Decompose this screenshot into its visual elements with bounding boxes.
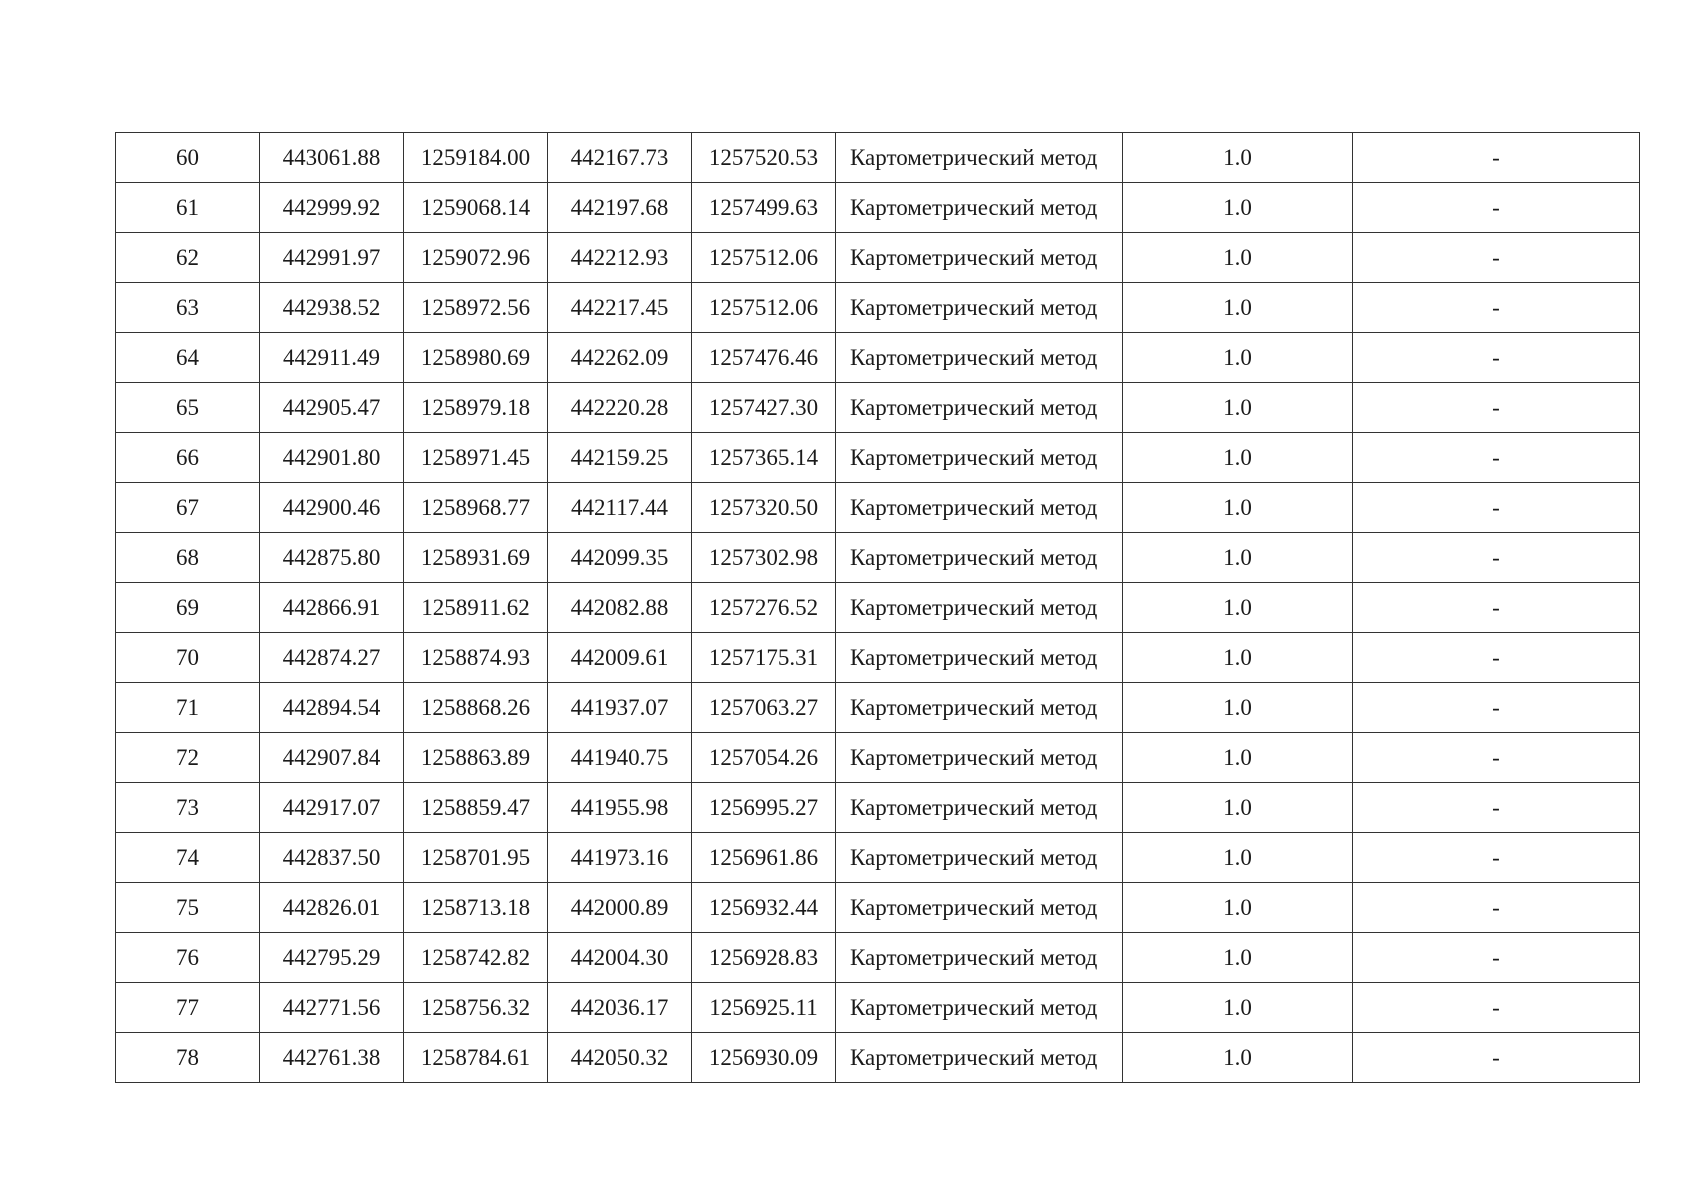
point-number-cell: 76 xyxy=(116,933,260,983)
accuracy-cell: 1.0 xyxy=(1123,383,1353,433)
y-coordinate-cell: 1258911.62 xyxy=(404,583,548,633)
accuracy-cell: 1.0 xyxy=(1123,433,1353,483)
point-number-cell: 60 xyxy=(116,133,260,183)
note-cell: - xyxy=(1353,533,1640,583)
y-coordinate-alt-cell: 1257499.63 xyxy=(692,183,836,233)
point-number-cell: 72 xyxy=(116,733,260,783)
note-cell: - xyxy=(1353,583,1640,633)
note-cell: - xyxy=(1353,483,1640,533)
y-coordinate-alt-cell: 1257365.14 xyxy=(692,433,836,483)
note-cell: - xyxy=(1353,833,1640,883)
x-coordinate-cell: 442999.92 xyxy=(260,183,404,233)
x-coordinate-alt-cell: 442167.73 xyxy=(548,133,692,183)
note-cell: - xyxy=(1353,883,1640,933)
accuracy-cell: 1.0 xyxy=(1123,133,1353,183)
note-cell: - xyxy=(1353,383,1640,433)
y-coordinate-alt-cell: 1256925.11 xyxy=(692,983,836,1033)
y-coordinate-alt-cell: 1257175.31 xyxy=(692,633,836,683)
point-number-cell: 73 xyxy=(116,783,260,833)
x-coordinate-cell: 443061.88 xyxy=(260,133,404,183)
method-cell: Картометрический метод xyxy=(836,883,1123,933)
x-coordinate-alt-cell: 442262.09 xyxy=(548,333,692,383)
y-coordinate-cell: 1258971.45 xyxy=(404,433,548,483)
table-row xyxy=(116,233,1640,283)
method-cell: Картометрический метод xyxy=(836,683,1123,733)
x-coordinate-alt-cell: 442004.30 xyxy=(548,933,692,983)
x-coordinate-alt-cell: 441940.75 xyxy=(548,733,692,783)
method-cell: Картометрический метод xyxy=(836,833,1123,883)
table-row xyxy=(116,733,1640,783)
y-coordinate-cell: 1258784.61 xyxy=(404,1033,548,1083)
table-row xyxy=(116,933,1640,983)
accuracy-cell: 1.0 xyxy=(1123,733,1353,783)
note-cell: - xyxy=(1353,683,1640,733)
table-row xyxy=(116,333,1640,383)
y-coordinate-alt-cell: 1256932.44 xyxy=(692,883,836,933)
table-row xyxy=(116,433,1640,483)
note-cell: - xyxy=(1353,133,1640,183)
accuracy-cell: 1.0 xyxy=(1123,783,1353,833)
method-cell: Картометрический метод xyxy=(836,233,1123,283)
table-row xyxy=(116,533,1640,583)
note-cell: - xyxy=(1353,233,1640,283)
x-coordinate-alt-cell: 441973.16 xyxy=(548,833,692,883)
accuracy-cell: 1.0 xyxy=(1123,683,1353,733)
accuracy-cell: 1.0 xyxy=(1123,883,1353,933)
x-coordinate-cell: 442761.38 xyxy=(260,1033,404,1083)
x-coordinate-alt-cell: 442212.93 xyxy=(548,233,692,283)
accuracy-cell: 1.0 xyxy=(1123,333,1353,383)
y-coordinate-alt-cell: 1257054.26 xyxy=(692,733,836,783)
method-cell: Картометрический метод xyxy=(836,133,1123,183)
x-coordinate-cell: 442837.50 xyxy=(260,833,404,883)
y-coordinate-alt-cell: 1256930.09 xyxy=(692,1033,836,1083)
point-number-cell: 62 xyxy=(116,233,260,283)
point-number-cell: 63 xyxy=(116,283,260,333)
y-coordinate-alt-cell: 1257512.06 xyxy=(692,233,836,283)
x-coordinate-cell: 442905.47 xyxy=(260,383,404,433)
method-cell: Картометрический метод xyxy=(836,1033,1123,1083)
x-coordinate-cell: 442874.27 xyxy=(260,633,404,683)
y-coordinate-alt-cell: 1257063.27 xyxy=(692,683,836,733)
point-number-cell: 66 xyxy=(116,433,260,483)
method-cell: Картометрический метод xyxy=(836,383,1123,433)
accuracy-cell: 1.0 xyxy=(1123,983,1353,1033)
y-coordinate-alt-cell: 1256961.86 xyxy=(692,833,836,883)
table-row xyxy=(116,183,1640,233)
y-coordinate-cell: 1258742.82 xyxy=(404,933,548,983)
x-coordinate-cell: 442911.49 xyxy=(260,333,404,383)
y-coordinate-alt-cell: 1257276.52 xyxy=(692,583,836,633)
note-cell: - xyxy=(1353,1033,1640,1083)
method-cell: Картометрический метод xyxy=(836,733,1123,783)
note-cell: - xyxy=(1353,733,1640,783)
note-cell: - xyxy=(1353,783,1640,833)
table-row xyxy=(116,583,1640,633)
accuracy-cell: 1.0 xyxy=(1123,583,1353,633)
point-number-cell: 69 xyxy=(116,583,260,633)
method-cell: Картометрический метод xyxy=(836,183,1123,233)
table-row xyxy=(116,483,1640,533)
x-coordinate-alt-cell: 442217.45 xyxy=(548,283,692,333)
x-coordinate-alt-cell: 442220.28 xyxy=(548,383,692,433)
x-coordinate-cell: 442894.54 xyxy=(260,683,404,733)
point-number-cell: 71 xyxy=(116,683,260,733)
accuracy-cell: 1.0 xyxy=(1123,483,1353,533)
accuracy-cell: 1.0 xyxy=(1123,933,1353,983)
y-coordinate-cell: 1258701.95 xyxy=(404,833,548,883)
point-number-cell: 74 xyxy=(116,833,260,883)
x-coordinate-alt-cell: 442036.17 xyxy=(548,983,692,1033)
point-number-cell: 78 xyxy=(116,1033,260,1083)
point-number-cell: 77 xyxy=(116,983,260,1033)
accuracy-cell: 1.0 xyxy=(1123,183,1353,233)
y-coordinate-cell: 1258931.69 xyxy=(404,533,548,583)
x-coordinate-cell: 442826.01 xyxy=(260,883,404,933)
note-cell: - xyxy=(1353,633,1640,683)
accuracy-cell: 1.0 xyxy=(1123,833,1353,883)
x-coordinate-cell: 442938.52 xyxy=(260,283,404,333)
x-coordinate-cell: 442907.84 xyxy=(260,733,404,783)
y-coordinate-cell: 1258979.18 xyxy=(404,383,548,433)
x-coordinate-alt-cell: 442099.35 xyxy=(548,533,692,583)
x-coordinate-alt-cell: 442000.89 xyxy=(548,883,692,933)
y-coordinate-cell: 1258859.47 xyxy=(404,783,548,833)
method-cell: Картометрический метод xyxy=(836,333,1123,383)
x-coordinate-alt-cell: 441937.07 xyxy=(548,683,692,733)
y-coordinate-alt-cell: 1257320.50 xyxy=(692,483,836,533)
note-cell: - xyxy=(1353,283,1640,333)
y-coordinate-alt-cell: 1256995.27 xyxy=(692,783,836,833)
note-cell: - xyxy=(1353,933,1640,983)
y-coordinate-cell: 1258874.93 xyxy=(404,633,548,683)
accuracy-cell: 1.0 xyxy=(1123,1033,1353,1083)
point-number-cell: 64 xyxy=(116,333,260,383)
method-cell: Картометрический метод xyxy=(836,933,1123,983)
point-number-cell: 67 xyxy=(116,483,260,533)
method-cell: Картометрический метод xyxy=(836,483,1123,533)
y-coordinate-alt-cell: 1257427.30 xyxy=(692,383,836,433)
x-coordinate-alt-cell: 441955.98 xyxy=(548,783,692,833)
point-number-cell: 70 xyxy=(116,633,260,683)
x-coordinate-cell: 442795.29 xyxy=(260,933,404,983)
method-cell: Картометрический метод xyxy=(836,983,1123,1033)
y-coordinate-cell: 1259072.96 xyxy=(404,233,548,283)
y-coordinate-cell: 1258972.56 xyxy=(404,283,548,333)
table-row xyxy=(116,633,1640,683)
y-coordinate-cell: 1258868.26 xyxy=(404,683,548,733)
y-coordinate-alt-cell: 1257476.46 xyxy=(692,333,836,383)
point-number-cell: 61 xyxy=(116,183,260,233)
table-row xyxy=(116,383,1640,433)
table-row xyxy=(116,683,1640,733)
point-number-cell: 75 xyxy=(116,883,260,933)
y-coordinate-alt-cell: 1257512.06 xyxy=(692,283,836,333)
note-cell: - xyxy=(1353,183,1640,233)
y-coordinate-cell: 1258968.77 xyxy=(404,483,548,533)
table-row xyxy=(116,133,1640,183)
table-row xyxy=(116,833,1640,883)
table-row xyxy=(116,983,1640,1033)
x-coordinate-cell: 442771.56 xyxy=(260,983,404,1033)
y-coordinate-alt-cell: 1256928.83 xyxy=(692,933,836,983)
method-cell: Картометрический метод xyxy=(836,533,1123,583)
point-number-cell: 65 xyxy=(116,383,260,433)
accuracy-cell: 1.0 xyxy=(1123,633,1353,683)
x-coordinate-alt-cell: 442197.68 xyxy=(548,183,692,233)
accuracy-cell: 1.0 xyxy=(1123,533,1353,583)
note-cell: - xyxy=(1353,433,1640,483)
x-coordinate-alt-cell: 442117.44 xyxy=(548,483,692,533)
table-row xyxy=(116,283,1640,333)
y-coordinate-alt-cell: 1257520.53 xyxy=(692,133,836,183)
accuracy-cell: 1.0 xyxy=(1123,283,1353,333)
y-coordinate-cell: 1258756.32 xyxy=(404,983,548,1033)
method-cell: Картометрический метод xyxy=(836,433,1123,483)
x-coordinate-alt-cell: 442050.32 xyxy=(548,1033,692,1083)
coordinates-table xyxy=(115,132,1640,1083)
accuracy-cell: 1.0 xyxy=(1123,233,1353,283)
x-coordinate-cell: 442900.46 xyxy=(260,483,404,533)
note-cell: - xyxy=(1353,983,1640,1033)
table-row xyxy=(116,783,1640,833)
note-cell: - xyxy=(1353,333,1640,383)
x-coordinate-cell: 442866.91 xyxy=(260,583,404,633)
table-row xyxy=(116,883,1640,933)
method-cell: Картометрический метод xyxy=(836,783,1123,833)
x-coordinate-cell: 442901.80 xyxy=(260,433,404,483)
y-coordinate-cell: 1258713.18 xyxy=(404,883,548,933)
method-cell: Картометрический метод xyxy=(836,583,1123,633)
method-cell: Картометрический метод xyxy=(836,283,1123,333)
x-coordinate-cell: 442917.07 xyxy=(260,783,404,833)
x-coordinate-cell: 442991.97 xyxy=(260,233,404,283)
x-coordinate-cell: 442875.80 xyxy=(260,533,404,583)
x-coordinate-alt-cell: 442009.61 xyxy=(548,633,692,683)
x-coordinate-alt-cell: 442082.88 xyxy=(548,583,692,633)
table-body xyxy=(116,133,1640,1083)
x-coordinate-alt-cell: 442159.25 xyxy=(548,433,692,483)
table-row xyxy=(116,1033,1640,1083)
y-coordinate-cell: 1258980.69 xyxy=(404,333,548,383)
y-coordinate-cell: 1258863.89 xyxy=(404,733,548,783)
y-coordinate-cell: 1259068.14 xyxy=(404,183,548,233)
method-cell: Картометрический метод xyxy=(836,633,1123,683)
point-number-cell: 68 xyxy=(116,533,260,583)
y-coordinate-alt-cell: 1257302.98 xyxy=(692,533,836,583)
y-coordinate-cell: 1259184.00 xyxy=(404,133,548,183)
